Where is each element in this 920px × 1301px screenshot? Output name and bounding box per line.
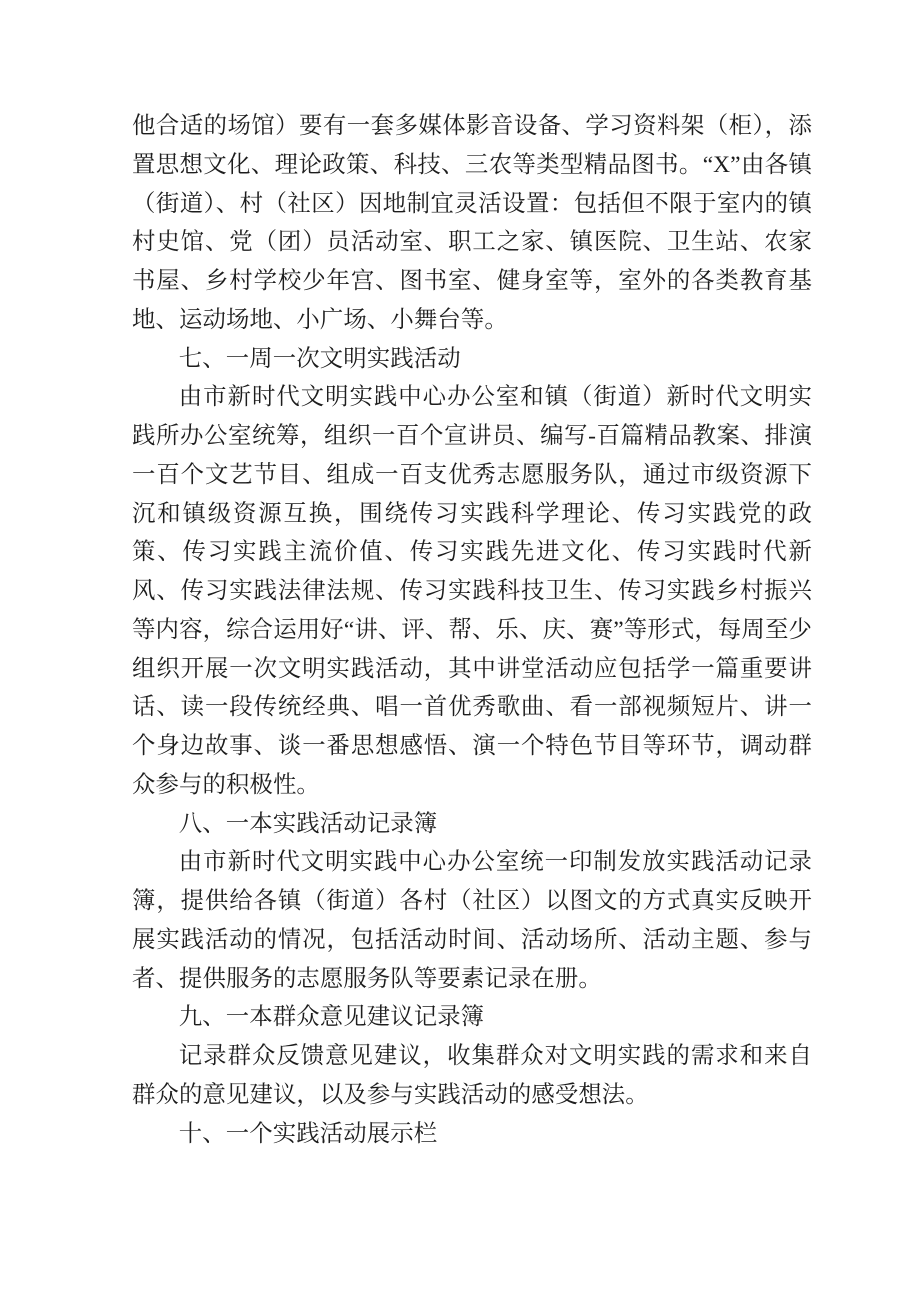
section-9-body: 记录群众反馈意见建议，收集群众对文明实践的需求和来自群众的意见建议，以及参与实践活动的感受想法。 <box>132 1043 812 1108</box>
document-text-block <box>132 107 812 1153</box>
section-7-heading: 七、一周一次文明实践活动 <box>178 345 461 372</box>
section-10-heading: 十、一个实践活动展示栏 <box>178 1120 438 1147</box>
section-9-heading: 九、一本群众意见建议记录簿 <box>178 1004 485 1031</box>
section-8-body: 由市新时代文明实践中心办公室统一印制发放实践活动记录簿，提供给各镇（街道）各村（社区）以图文的方式真实反映开展实践活动的情况，包括活动时间、活动场所、活动主题、参与者、提供服务的志愿服务队等要素记录在册。 <box>132 849 812 992</box>
continued-paragraph: 他合适的场馆）要有一套多媒体影音设备、学习资料架（柜），添置思想文化、理论政策、科技、三农等类型精品图书。“X”由各镇（街道）、村（社区）因地制宜灵活设置：包括但不限于室内的镇村史馆、党（团）员活动室、职工之家、镇医院、卫生站、农家书屋、乡村学校少年宫、图书室、健身室等，室外的各类教育基地、运动场地、小广场、小舞台等。 <box>132 113 812 333</box>
section-8-heading: 八、一本实践活动记录簿 <box>178 810 438 837</box>
section-7-body: 由市新时代文明实践中心办公室和镇（街道）新时代文明实践所办公室统筹，组织一百个宣讲员、编写-百篇精品教案、排演一百个文艺节目、组成一百支优秀志愿服务队，通过市级资源下沉和镇级资源互换，围绕传习实践科学理论、传习实践党的政策、传习实践主流价值、传习实践先进文化、传习实践时代新风、传习实践法律法规、传习实践科技卫生、传习实践乡村振兴等内容，综合运用好“讲、评、帮、乐、庆、赛”等形式，每周至少组织开展一次文明实践活动，其中讲堂活动应包括学一篇重要讲话、读一段传统经典、唱一首优秀歌曲、看一部视频短片、讲一个身边故事、谈一番思想感悟、演一个特色节目等环节，调动群众参与的积极性。 <box>132 384 812 798</box>
